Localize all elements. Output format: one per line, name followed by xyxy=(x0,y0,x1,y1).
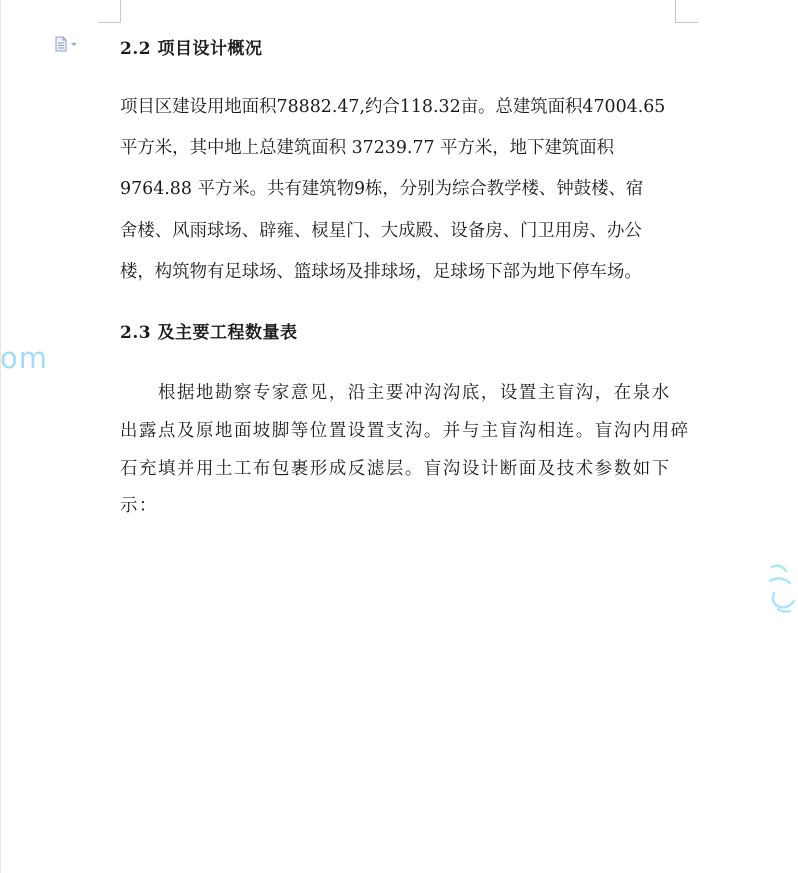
page-left-edge xyxy=(0,0,1,873)
margin-corner-mark-right xyxy=(675,0,698,23)
margin-corner-mark-left xyxy=(98,0,121,23)
paragraph-line: 根据地勘察专家意见，沿主要冲沟沟底，设置主盲沟，在泉水 xyxy=(120,383,671,403)
paragraph-line: 示： xyxy=(120,496,158,516)
section-heading-2-2: 2.2 项目设计概况 xyxy=(120,39,263,59)
paragraph-line: 9764.88 平方米。共有建筑物9栋，分别为综合教学楼、钟鼓楼、宿 xyxy=(120,179,644,199)
document-nav-icon[interactable] xyxy=(54,36,78,52)
paragraph-line: 项目区建设用地面积78882.47,约合118.32亩。总建筑面积47004.65 xyxy=(120,97,666,117)
watermark-left: om xyxy=(0,341,48,375)
watermark-right-fragment xyxy=(768,561,798,617)
paragraph-line: 出露点及原地面坡脚等位置设置支沟。并与主盲沟相连。盲沟内用碎 xyxy=(120,421,690,441)
section-heading-2-3: 2.3 及主要工程数量表 xyxy=(120,323,298,343)
paragraph-line: 楼，构筑物有足球场、篮球场及排球场，足球场下部为地下停车场。 xyxy=(120,262,642,282)
paragraph-line: 平方米，其中地上总建筑面积 37239.77 平方米，地下建筑面积 xyxy=(120,138,615,158)
paragraph-line: 石充填并用土工布包裹形成反滤层。盲沟设计断面及技术参数如下 xyxy=(120,459,671,479)
paragraph-line: 舍楼、风雨球场、辟雍、棂星门、大成殿、设备房、门卫用房、办公 xyxy=(120,221,642,241)
